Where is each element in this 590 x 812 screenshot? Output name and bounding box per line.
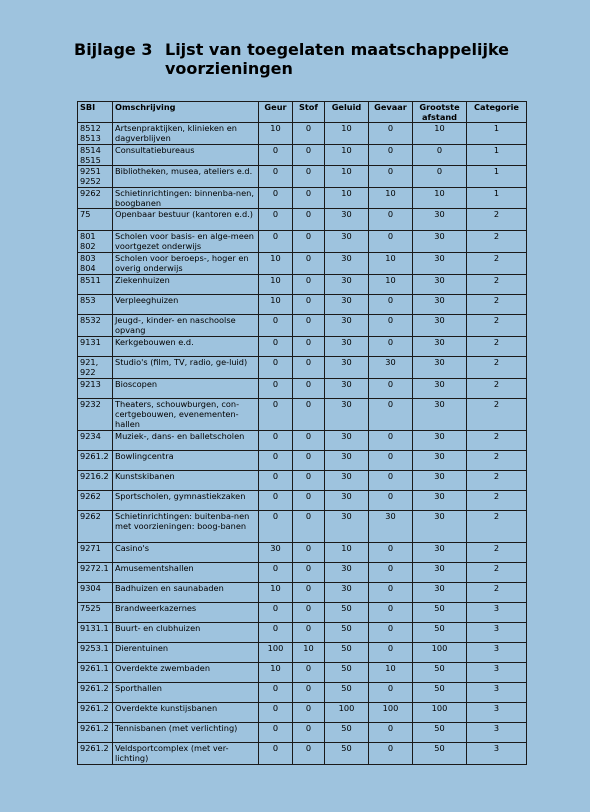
cell-sbi: 9251 9252 — [78, 166, 113, 188]
cell-grootste-afstand: 0 — [413, 145, 467, 166]
table-row — [78, 166, 527, 188]
cell-geur: 10 — [259, 253, 293, 275]
table-row — [78, 703, 527, 723]
cell-stof: 0 — [293, 603, 325, 623]
cell-grootste-afstand: 30 — [413, 543, 467, 563]
cell-geur: 0 — [259, 683, 293, 703]
cell-sbi: 8532 — [78, 315, 113, 337]
cell-geur: 0 — [259, 145, 293, 166]
cell-geluid: 10 — [325, 188, 369, 209]
table-row — [78, 603, 527, 623]
cell-gevaar: 0 — [369, 471, 413, 491]
cell-omschrijving: Verpleeghuizen — [113, 295, 259, 315]
cell-gevaar: 0 — [369, 583, 413, 603]
table-row — [78, 743, 527, 765]
cell-categorie: 3 — [467, 723, 527, 743]
cell-sbi: 8511 — [78, 275, 113, 295]
cell-geluid: 30 — [325, 511, 369, 543]
cell-geluid: 10 — [325, 543, 369, 563]
cell-omschrijving: Buurt- en clubhuizen — [113, 623, 259, 643]
cell-geur: 30 — [259, 543, 293, 563]
cell-stof: 0 — [293, 337, 325, 357]
cell-stof: 0 — [293, 491, 325, 511]
cell-grootste-afstand: 50 — [413, 723, 467, 743]
cell-grootste-afstand: 30 — [413, 275, 467, 295]
cell-geur: 0 — [259, 563, 293, 583]
cell-geluid: 30 — [325, 583, 369, 603]
cell-categorie: 1 — [467, 145, 527, 166]
cell-geluid: 30 — [325, 315, 369, 337]
table-row — [78, 723, 527, 743]
cell-geluid: 50 — [325, 683, 369, 703]
cell-gevaar: 0 — [369, 643, 413, 663]
cell-geur: 0 — [259, 209, 293, 231]
cell-sbi: 7525 — [78, 603, 113, 623]
cell-grootste-afstand: 30 — [413, 209, 467, 231]
cell-geluid: 50 — [325, 643, 369, 663]
cell-grootste-afstand: 30 — [413, 451, 467, 471]
cell-geluid: 30 — [325, 563, 369, 583]
cell-stof: 0 — [293, 166, 325, 188]
table-row — [78, 275, 527, 295]
cell-gevaar: 0 — [369, 166, 413, 188]
table-row — [78, 399, 527, 431]
cell-categorie: 3 — [467, 703, 527, 723]
cell-sbi: 9261.2 — [78, 451, 113, 471]
cell-sbi: 9271 — [78, 543, 113, 563]
cell-categorie: 2 — [467, 295, 527, 315]
cell-omschrijving: Openbaar bestuur (kantoren e.d.) — [113, 209, 259, 231]
cell-sbi: 9304 — [78, 583, 113, 603]
cell-omschrijving: Kunstskibanen — [113, 471, 259, 491]
cell-geur: 10 — [259, 275, 293, 295]
cell-sbi: 9131 — [78, 337, 113, 357]
cell-grootste-afstand: 50 — [413, 623, 467, 643]
table-row — [78, 543, 527, 563]
table-row — [78, 145, 527, 166]
cell-grootste-afstand: 100 — [413, 643, 467, 663]
cell-gevaar: 0 — [369, 295, 413, 315]
cell-sbi: 9262 — [78, 188, 113, 209]
cell-stof: 0 — [293, 663, 325, 683]
cell-omschrijving: Sporthallen — [113, 683, 259, 703]
cell-categorie: 2 — [467, 253, 527, 275]
cell-categorie: 3 — [467, 623, 527, 643]
cell-geluid: 30 — [325, 209, 369, 231]
header-geur: Geur — [259, 102, 293, 123]
cell-categorie: 2 — [467, 511, 527, 543]
cell-sbi: 9262 — [78, 511, 113, 543]
cell-grootste-afstand: 30 — [413, 231, 467, 253]
cell-gevaar: 0 — [369, 431, 413, 451]
cell-geur: 10 — [259, 295, 293, 315]
cell-stof: 10 — [293, 643, 325, 663]
cell-geluid: 30 — [325, 399, 369, 431]
cell-stof: 0 — [293, 399, 325, 431]
cell-geluid: 30 — [325, 337, 369, 357]
cell-gevaar: 0 — [369, 123, 413, 145]
cell-geluid: 30 — [325, 275, 369, 295]
cell-gevaar: 0 — [369, 451, 413, 471]
cell-geur: 0 — [259, 471, 293, 491]
cell-stof: 0 — [293, 683, 325, 703]
cell-categorie: 1 — [467, 123, 527, 145]
cell-omschrijving: Ziekenhuizen — [113, 275, 259, 295]
cell-grootste-afstand: 30 — [413, 511, 467, 543]
cell-gevaar: 0 — [369, 491, 413, 511]
cell-omschrijving: Scholen voor basis- en alge-meen voortgezet onderwijs — [113, 231, 259, 253]
cell-grootste-afstand: 30 — [413, 563, 467, 583]
cell-geluid: 10 — [325, 123, 369, 145]
cell-categorie: 2 — [467, 431, 527, 451]
cell-grootste-afstand: 100 — [413, 703, 467, 723]
table-row — [78, 643, 527, 663]
cell-sbi: 75 — [78, 209, 113, 231]
cell-sbi: 9261.2 — [78, 743, 113, 765]
cell-gevaar: 0 — [369, 399, 413, 431]
cell-omschrijving: Overdekte zwembaden — [113, 663, 259, 683]
cell-sbi: 853 — [78, 295, 113, 315]
cell-grootste-afstand: 30 — [413, 583, 467, 603]
cell-grootste-afstand: 30 — [413, 315, 467, 337]
cell-categorie: 2 — [467, 563, 527, 583]
cell-geur: 0 — [259, 511, 293, 543]
cell-omschrijving: Consultatiebureaus — [113, 145, 259, 166]
header-gevaar: Gevaar — [369, 102, 413, 123]
cell-sbi: 9261.1 — [78, 663, 113, 683]
cell-categorie: 2 — [467, 357, 527, 379]
cell-omschrijving: Theaters, schouwburgen, con-certgebouwen, evenementen-hallen — [113, 399, 259, 431]
cell-categorie: 2 — [467, 543, 527, 563]
cell-omschrijving: Brandweerkazernes — [113, 603, 259, 623]
cell-geur: 0 — [259, 703, 293, 723]
cell-omschrijving: Casino's — [113, 543, 259, 563]
cell-gevaar: 10 — [369, 188, 413, 209]
cell-geur: 0 — [259, 399, 293, 431]
cell-omschrijving: Tennisbanen (met verlichting) — [113, 723, 259, 743]
cell-sbi: 801 802 — [78, 231, 113, 253]
cell-geur: 0 — [259, 451, 293, 471]
cell-grootste-afstand: 0 — [413, 166, 467, 188]
cell-stof: 0 — [293, 253, 325, 275]
cell-geur: 0 — [259, 166, 293, 188]
table-row — [78, 337, 527, 357]
cell-omschrijving: Sportscholen, gymnastiekzaken — [113, 491, 259, 511]
cell-stof: 0 — [293, 451, 325, 471]
cell-geluid: 50 — [325, 723, 369, 743]
header-geluid: Geluid — [325, 102, 369, 123]
cell-categorie: 2 — [467, 379, 527, 399]
table-row — [78, 431, 527, 451]
table-row — [78, 491, 527, 511]
cell-omschrijving: Schietinrichtingen: binnenba-nen, boogbanen — [113, 188, 259, 209]
cell-geur: 0 — [259, 315, 293, 337]
cell-geur: 0 — [259, 743, 293, 765]
cell-stof: 0 — [293, 723, 325, 743]
cell-sbi: 8514 8515 — [78, 145, 113, 166]
cell-omschrijving: Bibliotheken, musea, ateliers e.d. — [113, 166, 259, 188]
cell-gevaar: 100 — [369, 703, 413, 723]
table-row — [78, 583, 527, 603]
cell-geluid: 30 — [325, 451, 369, 471]
cell-grootste-afstand: 30 — [413, 357, 467, 379]
cell-grootste-afstand: 30 — [413, 379, 467, 399]
table-row — [78, 188, 527, 209]
cell-stof: 0 — [293, 703, 325, 723]
cell-gevaar: 0 — [369, 145, 413, 166]
cell-geluid: 100 — [325, 703, 369, 723]
cell-geur: 0 — [259, 379, 293, 399]
cell-gevaar: 10 — [369, 253, 413, 275]
cell-geur: 0 — [259, 623, 293, 643]
cell-omschrijving: Badhuizen en saunabaden — [113, 583, 259, 603]
table-row — [78, 123, 527, 145]
cell-sbi: 9261.2 — [78, 703, 113, 723]
cell-geluid: 10 — [325, 145, 369, 166]
cell-sbi: 9234 — [78, 431, 113, 451]
appendix-heading — [74, 40, 545, 78]
cell-categorie: 2 — [467, 275, 527, 295]
cell-omschrijving: Overdekte kunstijsbanen — [113, 703, 259, 723]
cell-stof: 0 — [293, 123, 325, 145]
cell-gevaar: 0 — [369, 543, 413, 563]
cell-geur: 0 — [259, 491, 293, 511]
cell-sbi: 8512 8513 — [78, 123, 113, 145]
cell-geluid: 30 — [325, 295, 369, 315]
cell-gevaar: 30 — [369, 511, 413, 543]
cell-stof: 0 — [293, 275, 325, 295]
cell-sbi: 9131.1 — [78, 623, 113, 643]
cell-geur: 0 — [259, 723, 293, 743]
table-header-row — [78, 102, 527, 123]
cell-stof: 0 — [293, 295, 325, 315]
cell-gevaar: 0 — [369, 683, 413, 703]
cell-categorie: 3 — [467, 743, 527, 765]
cell-stof: 0 — [293, 743, 325, 765]
cell-grootste-afstand: 30 — [413, 295, 467, 315]
cell-geur: 10 — [259, 663, 293, 683]
cell-sbi: 9216.2 — [78, 471, 113, 491]
table-row — [78, 209, 527, 231]
table-row — [78, 295, 527, 315]
cell-sbi: 9253.1 — [78, 643, 113, 663]
header-stof: Stof — [293, 102, 325, 123]
cell-grootste-afstand: 10 — [413, 188, 467, 209]
header-categorie: Categorie — [467, 102, 527, 123]
cell-stof: 0 — [293, 511, 325, 543]
cell-gevaar: 10 — [369, 275, 413, 295]
cell-grootste-afstand: 30 — [413, 253, 467, 275]
appendix-title: Lijst van toegelaten maatschappelijke voorzieningen — [165, 40, 510, 78]
cell-stof: 0 — [293, 623, 325, 643]
cell-omschrijving: Amusementshallen — [113, 563, 259, 583]
cell-geur: 100 — [259, 643, 293, 663]
cell-sbi: 9262 — [78, 491, 113, 511]
cell-gevaar: 0 — [369, 603, 413, 623]
cell-geur: 0 — [259, 357, 293, 379]
cell-geur: 0 — [259, 231, 293, 253]
cell-geluid: 30 — [325, 379, 369, 399]
cell-categorie: 2 — [467, 231, 527, 253]
cell-omschrijving: Studio's (film, TV, radio, ge-luid) — [113, 357, 259, 379]
cell-geur: 10 — [259, 123, 293, 145]
cell-categorie: 2 — [467, 315, 527, 337]
cell-stof: 0 — [293, 209, 325, 231]
cell-gevaar: 10 — [369, 663, 413, 683]
table-row — [78, 663, 527, 683]
cell-sbi: 9261.2 — [78, 723, 113, 743]
cell-sbi: 9272.1 — [78, 563, 113, 583]
cell-grootste-afstand: 30 — [413, 399, 467, 431]
table-row — [78, 563, 527, 583]
cell-sbi: 9261.2 — [78, 683, 113, 703]
cell-geluid: 30 — [325, 491, 369, 511]
cell-categorie: 3 — [467, 683, 527, 703]
facilities-table — [77, 101, 527, 765]
cell-geluid: 30 — [325, 253, 369, 275]
cell-stof: 0 — [293, 583, 325, 603]
cell-categorie: 2 — [467, 451, 527, 471]
cell-sbi: 921, 922 — [78, 357, 113, 379]
cell-gevaar: 0 — [369, 209, 413, 231]
cell-grootste-afstand: 50 — [413, 603, 467, 623]
cell-geur: 0 — [259, 603, 293, 623]
table-row — [78, 379, 527, 399]
cell-grootste-afstand: 10 — [413, 123, 467, 145]
table-body — [78, 123, 527, 765]
cell-geluid: 30 — [325, 431, 369, 451]
cell-geluid: 30 — [325, 471, 369, 491]
cell-categorie: 2 — [467, 337, 527, 357]
cell-gevaar: 30 — [369, 357, 413, 379]
cell-stof: 0 — [293, 563, 325, 583]
table-row — [78, 357, 527, 379]
cell-stof: 0 — [293, 315, 325, 337]
cell-gevaar: 0 — [369, 743, 413, 765]
table-row — [78, 683, 527, 703]
cell-gevaar: 0 — [369, 379, 413, 399]
cell-grootste-afstand: 30 — [413, 491, 467, 511]
cell-grootste-afstand: 30 — [413, 431, 467, 451]
header-omschrijving: Omschrijving — [113, 102, 259, 123]
cell-stof: 0 — [293, 357, 325, 379]
cell-stof: 0 — [293, 471, 325, 491]
table-row — [78, 623, 527, 643]
table-row — [78, 511, 527, 543]
cell-categorie: 2 — [467, 491, 527, 511]
cell-sbi: 803 804 — [78, 253, 113, 275]
cell-grootste-afstand: 50 — [413, 663, 467, 683]
cell-categorie: 3 — [467, 603, 527, 623]
table-row — [78, 451, 527, 471]
cell-geluid: 50 — [325, 623, 369, 643]
cell-categorie: 2 — [467, 399, 527, 431]
cell-omschrijving: Artsenpraktijken, klinieken en dagverblijven — [113, 123, 259, 145]
cell-geur: 0 — [259, 337, 293, 357]
cell-grootste-afstand: 30 — [413, 337, 467, 357]
cell-stof: 0 — [293, 145, 325, 166]
cell-categorie: 3 — [467, 643, 527, 663]
cell-omschrijving: Veldsportcomplex (met ver-lichting) — [113, 743, 259, 765]
table-row — [78, 231, 527, 253]
cell-categorie: 2 — [467, 209, 527, 231]
cell-geluid: 10 — [325, 166, 369, 188]
cell-gevaar: 0 — [369, 563, 413, 583]
cell-stof: 0 — [293, 543, 325, 563]
cell-grootste-afstand: 50 — [413, 683, 467, 703]
header-grootste-afstand: Grootste afstand — [413, 102, 467, 123]
cell-geur: 0 — [259, 188, 293, 209]
cell-gevaar: 0 — [369, 231, 413, 253]
cell-omschrijving: Schietinrichtingen: buitenba-nen met voorzieningen: boog-banen — [113, 511, 259, 543]
cell-grootste-afstand: 50 — [413, 743, 467, 765]
cell-stof: 0 — [293, 431, 325, 451]
cell-categorie: 2 — [467, 583, 527, 603]
cell-gevaar: 0 — [369, 315, 413, 337]
table-row — [78, 253, 527, 275]
cell-omschrijving: Bioscopen — [113, 379, 259, 399]
cell-stof: 0 — [293, 379, 325, 399]
cell-gevaar: 0 — [369, 723, 413, 743]
header-sbi: SBI — [78, 102, 113, 123]
cell-grootste-afstand: 30 — [413, 471, 467, 491]
cell-gevaar: 0 — [369, 623, 413, 643]
cell-geluid: 30 — [325, 231, 369, 253]
cell-categorie: 3 — [467, 663, 527, 683]
cell-omschrijving: Muziek-, dans- en balletscholen — [113, 431, 259, 451]
cell-omschrijving: Dierentuinen — [113, 643, 259, 663]
cell-geluid: 50 — [325, 663, 369, 683]
cell-omschrijving: Scholen voor beroeps-, hoger en overig onderwijs — [113, 253, 259, 275]
cell-categorie: 1 — [467, 166, 527, 188]
cell-geluid: 30 — [325, 357, 369, 379]
table-row — [78, 471, 527, 491]
cell-categorie: 2 — [467, 471, 527, 491]
cell-geluid: 50 — [325, 603, 369, 623]
cell-stof: 0 — [293, 188, 325, 209]
cell-omschrijving: Kerkgebouwen e.d. — [113, 337, 259, 357]
cell-omschrijving: Bowlingcentra — [113, 451, 259, 471]
cell-gevaar: 0 — [369, 337, 413, 357]
cell-sbi: 9232 — [78, 399, 113, 431]
cell-geluid: 50 — [325, 743, 369, 765]
cell-geur: 10 — [259, 583, 293, 603]
cell-stof: 0 — [293, 231, 325, 253]
cell-geur: 0 — [259, 431, 293, 451]
table-row — [78, 315, 527, 337]
cell-categorie: 1 — [467, 188, 527, 209]
cell-sbi: 9213 — [78, 379, 113, 399]
appendix-number: Bijlage 3 — [74, 40, 153, 59]
cell-omschrijving: Jeugd-, kinder- en naschoolse opvang — [113, 315, 259, 337]
